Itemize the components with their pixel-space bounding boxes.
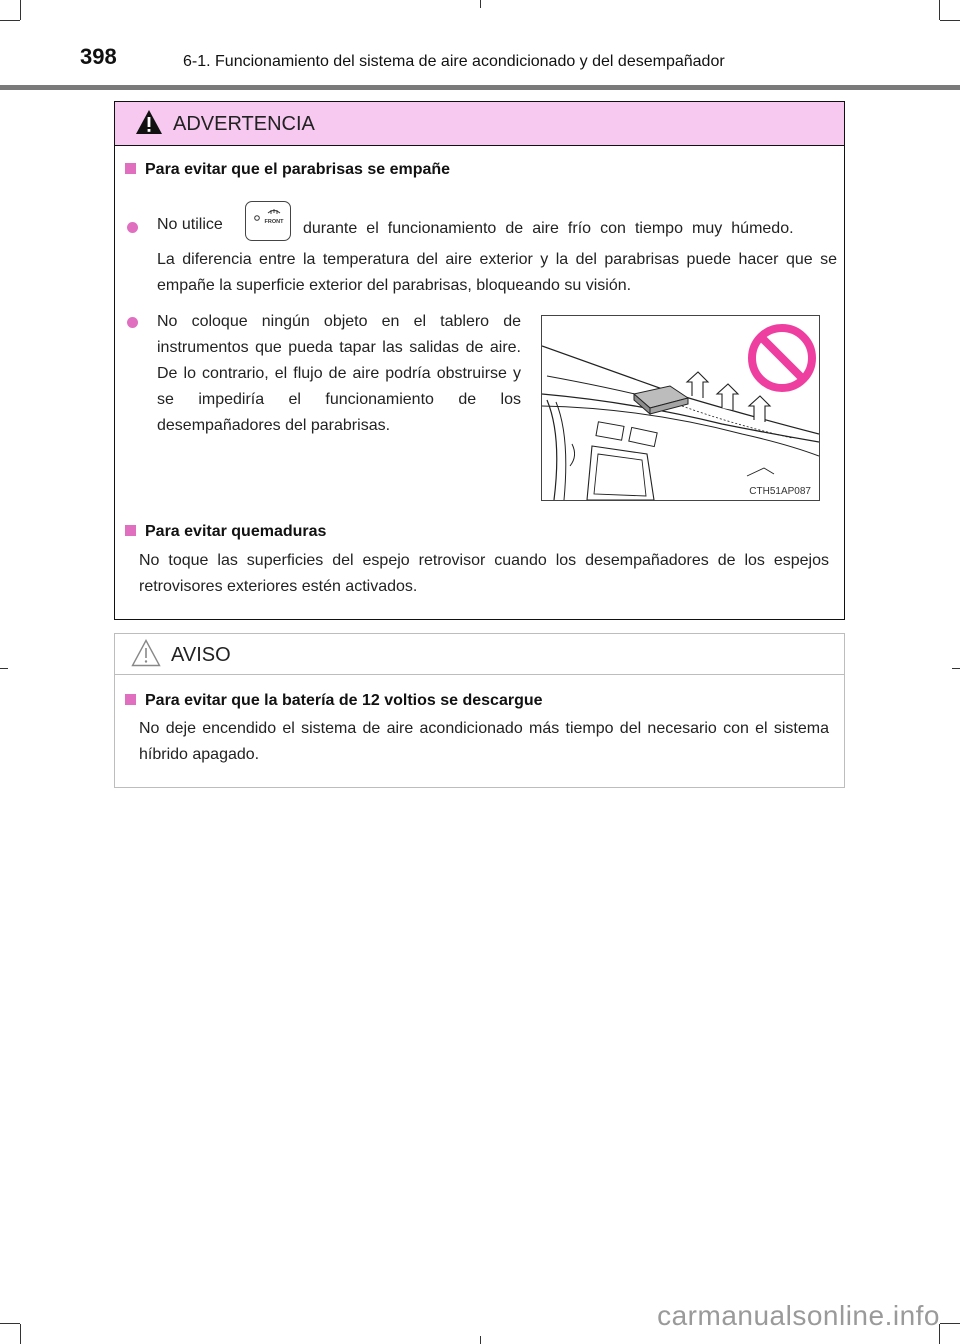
crop-mark xyxy=(0,1323,20,1324)
round-bullet-icon xyxy=(127,317,138,328)
running-head: 6-1. Funcionamiento del sistema de aire acondicionado y del desempañador xyxy=(183,53,725,70)
crop-mark xyxy=(0,20,20,21)
section-text: No toque las superficies del espejo retrovisor cuando los desempañadores de los espejos retrovisores exteriores estén activados. xyxy=(139,552,829,595)
round-bullet-icon xyxy=(127,222,138,233)
warning-triangle-icon xyxy=(135,109,163,135)
front-defogger-button-icon xyxy=(245,201,291,241)
bullet-text-end: durante el funcionamiento de aire frío con tiempo muy húmedo. xyxy=(303,220,794,237)
bullet-text-start: No utilice xyxy=(157,216,223,233)
header-rule xyxy=(0,85,960,90)
figure-code: CTH51AP087 xyxy=(749,486,811,497)
section-heading xyxy=(125,523,326,541)
square-bullet-icon xyxy=(125,694,136,705)
crop-mark xyxy=(940,20,960,21)
bullet-text: No coloque ningún objeto en el tablero de instrumentos que pueda tapar las salidas de aire. De lo contrario, el flujo de aire podría obstruirse y se impediría el funcionamiento de los desempañadores del parabrisas. xyxy=(157,313,521,434)
crop-mark xyxy=(952,668,960,669)
square-bullet-icon xyxy=(125,525,136,536)
section-text: No deje encendido el sistema de aire acondicionado más tiempo del necesario con el sistema híbrido apagado. xyxy=(139,720,829,763)
notice-box xyxy=(114,633,845,788)
section-title: Para evitar que la batería de 12 voltios se descargue xyxy=(145,692,543,709)
defogger-symbol-icon xyxy=(246,202,290,240)
crop-mark xyxy=(0,668,8,669)
crop-mark xyxy=(20,1324,21,1344)
svg-text:FRONT: FRONT xyxy=(264,219,284,225)
section-title: Para evitar que el parabrisas se empañe xyxy=(145,161,451,178)
crop-mark xyxy=(480,0,481,8)
section-heading xyxy=(125,692,543,710)
section-title: Para evitar quemaduras xyxy=(145,523,327,540)
crop-mark xyxy=(480,1336,481,1344)
warning-header xyxy=(115,102,844,146)
crop-mark xyxy=(20,0,21,20)
page-number: 398 xyxy=(80,44,117,69)
warning-title: ADVERTENCIA xyxy=(173,113,315,135)
section-heading xyxy=(125,161,450,179)
dashboard-drawing xyxy=(542,316,819,500)
warning-box xyxy=(114,101,845,620)
notice-header xyxy=(115,634,844,675)
crop-mark xyxy=(940,1323,960,1324)
dashboard-illustration xyxy=(541,315,820,501)
watermark: carmanualsonline.info xyxy=(657,1300,940,1331)
prohibition-icon xyxy=(752,328,812,388)
notice-title: AVISO xyxy=(171,644,231,666)
crop-mark xyxy=(939,0,940,20)
bullet-continuation: La diferencia entre la temperatura del aire exterior y la del parabrisas puede hacer que se empañe la superficie exterior del parabrisas, bloqueando su visión. xyxy=(157,251,837,294)
caution-triangle-icon xyxy=(131,639,161,667)
square-bullet-icon xyxy=(125,163,136,174)
